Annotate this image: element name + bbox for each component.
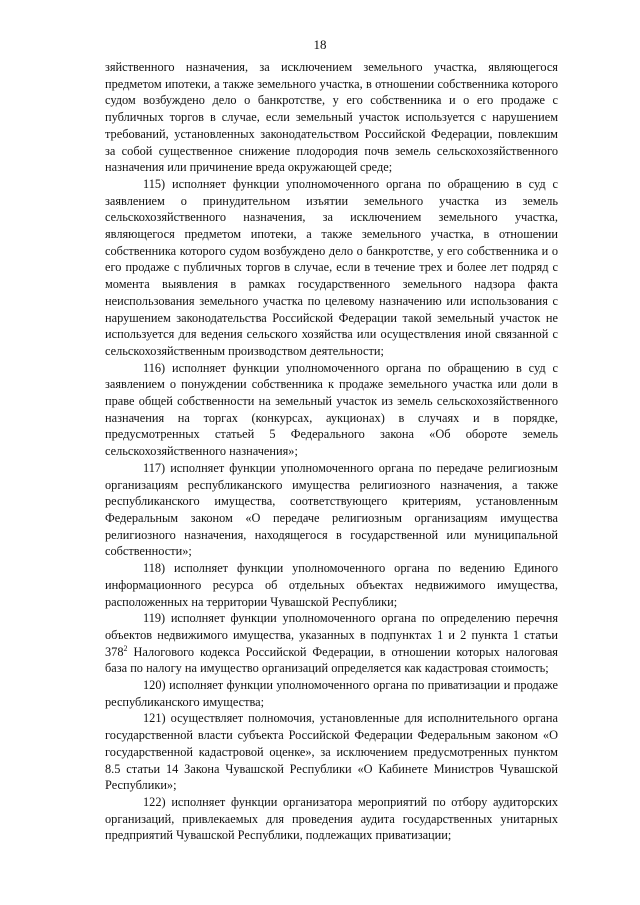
paragraph-117: 117) исполняет функции уполномоченного органа по передаче религиозным организациям республиканского имущества религиозного назначения, а также республиканского имущества, соответствующего критериям, установленным Федеральным законом «О передаче религиозным организациям имущества религиозного назначения, находящегося в государственной или муниципальной собственности»; <box>105 460 558 559</box>
paragraph-119-text-end: Налогового кодекса Российской Федерации, в отношении которых налоговая база по налогу на имущество организаций определяется как кадастровая стоимость; <box>105 644 558 676</box>
document-body <box>105 59 558 844</box>
paragraph-115: 115) исполняет функции уполномоченного органа по обращению в суд с заявлением о принудительном изъятии земельного участка из земель сельскохозяйственного назначения, за исключением земельного участка, являющегося предметом ипотеки, а также земельного участка, в отношении собственника которого судом возбуждено дело о банкротстве, у его собственника и о его продаже с публичных торгов в случае, если в течение трех и более лет подряд с момента выявления в рамках государственного земельного надзора факта неиспользования земельного участка по целевому назначению или использования с нарушением законодательства Российской Федерации такой земельный участок не используется для ведения сельского хозяйства или осуществления иной связанной с сельскохозяйственным производством деятельности; <box>105 176 558 358</box>
paragraph-119-text-start: 119) исполняет функции уполномоченного органа по определению перечня объектов недвижимого имущества, указанных в подпунктах 1 и 2 пункта 1 статьи 378 <box>105 611 558 659</box>
paragraph-122: 122) исполняет функции организатора мероприятий по отбору аудиторских организаций, привлекаемых для проведения аудита государственных унитарных предприятий Чувашской Республики, подлежащих приватизации; <box>105 794 558 843</box>
paragraph-118: 118) исполняет функции уполномоченного органа по ведению Единого информационного ресурса об отдельных объектах недвижимого имущества, расположенных на территории Чувашской Республики; <box>105 561 558 609</box>
paragraph-119 <box>105 610 558 677</box>
paragraph-120: 120) исполняет функции уполномоченного органа по приватизации и продаже республиканского имущества; <box>105 678 558 709</box>
paragraph-114-continuation: зяйственного назначения, за исключением земельного участка, являющегося предметом ипотеки, а также земельного участка, в отношении собственника которого судом возбуждено дело о банкротстве, у его собственника и о его продаже с публичных торгов в случае, если земельный участок используется с нарушением требований, установленных законодательством Российской Федерации, повлекшим за собой существенное снижение плодородия почв земель сельскохозяйственного назначения или причинение вреда окружающей среде; <box>105 60 558 175</box>
paragraph-116: 116) исполняет функции уполномоченного органа по обращению в суд с заявлением о понуждении собственника к продаже земельного участка или доли в праве общей собственности на земельный участок из земель сельскохозяйственного назначения на торгах (конкурсах, аукционах) в случаях и в порядке, предусмотренных статьей 5 Федерального закона «Об обороте земель сельскохозяйственного назначения»; <box>105 360 558 459</box>
page-number: 18 <box>313 37 327 52</box>
paragraph-119-superscript: 2 <box>123 643 128 653</box>
paragraph-121: 121) осуществляет полномочия, установленные для исполнительного органа государственной власти субъекта Российской Федерации Федеральным законом «О государственной кадастровой оценке», за исключением предусмотренных пунктом 8.5 статьи 14 Закона Чувашской Республики «О Кабинете Министров Чувашской Республики»; <box>105 711 558 793</box>
